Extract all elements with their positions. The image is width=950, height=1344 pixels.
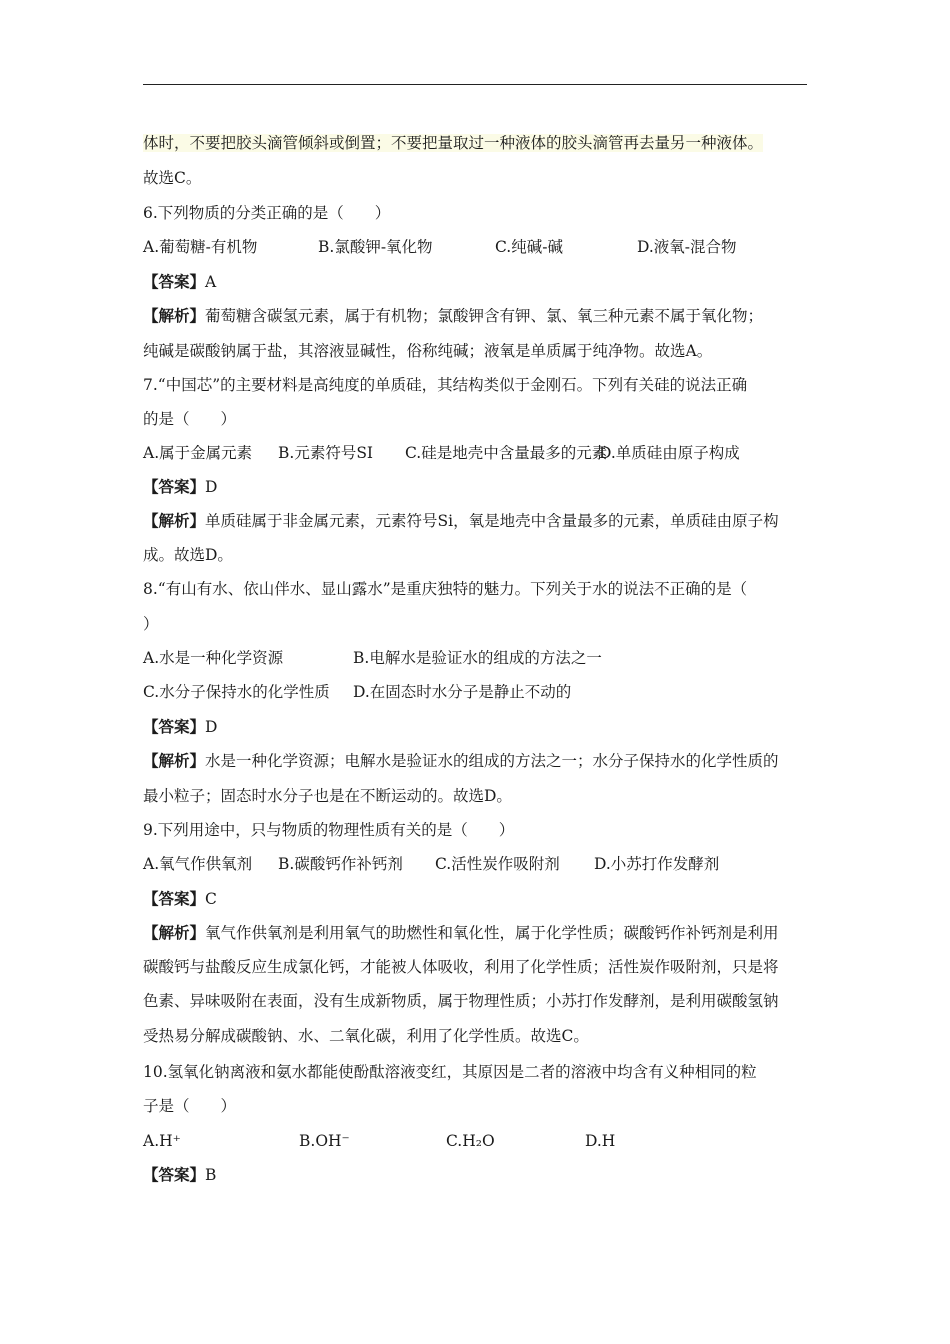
text-line — [143, 198, 807, 228]
line-text: 成。故选D。 — [143, 546, 233, 564]
line-text: 受热易分解成碳酸钠、水、二氧化碳，利用了化学性质。故选C。 — [143, 1027, 589, 1045]
line-text: 色素、异味吸附在表面，没有生成新物质，属于物理性质；小苏打作发酵剂，是利用碳酸氢钠 — [143, 992, 779, 1010]
labeled-line — [143, 884, 807, 914]
text-line — [143, 609, 807, 639]
option-text: A.H⁺ — [143, 1132, 181, 1150]
line-text: ） — [143, 615, 159, 633]
text-line — [143, 986, 807, 1016]
section-label: 【解析】 — [143, 511, 206, 530]
option-text: B.氯酸钾-氧化物 — [318, 238, 433, 256]
line-text: B — [205, 1166, 217, 1184]
line-text: A — [205, 273, 217, 291]
option-text: C.水分子保持水的化学性质 — [143, 683, 330, 701]
line-text: 9.下列用途中，只与物质的物理性质有关的是（ ） — [143, 821, 515, 839]
option-text: D.单质硅由原子构成 — [599, 444, 740, 462]
line-text: 纯碱是碳酸钠属于盐，其溶液显碱性，俗称纯碱；液氧是单质属于纯净物。故选A。 — [143, 342, 713, 360]
line-text: 8.“有山有水、依山伴水、显山露水”是重庆独特的魅力。下列关于水的说法不正确的是（ — [143, 580, 748, 598]
line-text: D — [205, 718, 218, 736]
options-row — [143, 438, 807, 468]
text-line — [143, 336, 807, 366]
section-label: 【答案】 — [143, 717, 206, 736]
text-line — [143, 815, 807, 845]
text-line — [143, 574, 807, 604]
option-text: D.小苏打作发酵剂 — [594, 855, 720, 873]
line-text: 单质硅属于非金属元素，元素符号Si，氧是地壳中含量最多的元素，单质硅由原子构 — [205, 512, 779, 530]
option-text: A.水是一种化学资源 — [143, 649, 284, 667]
option-text: A.葡萄糖-有机物 — [143, 238, 258, 256]
text-line — [143, 540, 807, 570]
line-text: 7.“中国芯”的主要材料是高纯度的单质硅，其结构类似于金刚石。下列有关硅的说法正确 — [143, 376, 748, 394]
options-row — [143, 849, 807, 879]
text-line — [143, 404, 807, 434]
option-text: B.OH⁻ — [299, 1132, 350, 1150]
text-line — [143, 128, 807, 158]
option-text: A.氧气作供氧剂 — [143, 855, 253, 873]
line-text: 碳酸钙与盐酸反应生成氯化钙，才能被人体吸收，利用了化学性质；活性炭作吸附剂，只是将 — [143, 958, 779, 976]
line-text: 的是（ ） — [143, 410, 237, 428]
line-text: 水是一种化学资源；电解水是验证水的组成的方法之一；水分子保持水的化学性质的 — [205, 752, 779, 770]
option-text: B.元素符号SI — [278, 444, 374, 462]
text-line — [143, 952, 807, 982]
section-label: 【答案】 — [143, 272, 206, 291]
options-row — [143, 643, 807, 673]
labeled-line — [143, 1160, 807, 1190]
option-text: A.属于金属元素 — [143, 444, 253, 462]
text-line — [143, 1091, 807, 1121]
section-label: 【答案】 — [143, 889, 206, 908]
line-text: 6.下列物质的分类正确的是（ ） — [143, 204, 391, 222]
option-text: D.在固态时水分子是静止不动的 — [353, 683, 572, 701]
labeled-line — [143, 506, 807, 536]
option-text: C.H₂O — [446, 1132, 495, 1150]
options-row — [143, 232, 807, 262]
option-text: C.硅是地壳中含量最多的元素 — [405, 444, 608, 462]
text-line — [143, 781, 807, 811]
line-text: 10.氢氧化钠离液和氨水都能使酚酞溶液变红，其原因是二者的溶液中均含有义种相同的粒 — [143, 1063, 757, 1081]
line-text: 葡萄糖含碳氢元素，属于有机物；氯酸钾含有钾、氯、氧三种元素不属于氧化物； — [205, 307, 764, 325]
section-label: 【解析】 — [143, 306, 206, 325]
section-label: 【解析】 — [143, 923, 206, 942]
option-text: B.电解水是验证水的组成的方法之一 — [353, 649, 602, 667]
option-text: C.活性炭作吸附剂 — [435, 855, 560, 873]
labeled-line — [143, 746, 807, 776]
text-line — [143, 370, 807, 400]
section-label: 【答案】 — [143, 477, 206, 496]
line-text: 氧气作供氧剂是利用氧气的助燃性和氧化性，属于化学性质；碳酸钙作补钙剂是利用 — [205, 924, 779, 942]
line-text: C — [205, 890, 217, 908]
option-text: D.液氧-混合物 — [637, 238, 737, 256]
section-label: 【答案】 — [143, 1165, 206, 1184]
text-line — [143, 1057, 807, 1087]
options-row — [143, 677, 807, 707]
labeled-line — [143, 267, 807, 297]
labeled-line — [143, 301, 807, 331]
options-row — [143, 1126, 807, 1156]
section-label: 【解析】 — [143, 751, 206, 770]
labeled-line — [143, 918, 807, 948]
line-text: 体时，不要把胶头滴管倾斜或倒置；不要把量取过一种液体的胶头滴管再去量另一种液体。 — [143, 134, 764, 152]
text-line — [143, 163, 807, 193]
option-text: C.纯碱-碱 — [495, 238, 563, 256]
line-text: 故选C。 — [143, 169, 202, 187]
text-line — [143, 1021, 807, 1051]
line-text: 子是（ ） — [143, 1097, 237, 1115]
option-text: D.H — [585, 1132, 616, 1150]
labeled-line — [143, 712, 807, 742]
line-text: D — [205, 478, 218, 496]
option-text: B.碳酸钙作补钙剂 — [278, 855, 403, 873]
labeled-line — [143, 472, 807, 502]
header-rule — [143, 84, 807, 85]
line-text: 最小粒子；固态时水分子也是在不断运动的。故选D。 — [143, 787, 512, 805]
